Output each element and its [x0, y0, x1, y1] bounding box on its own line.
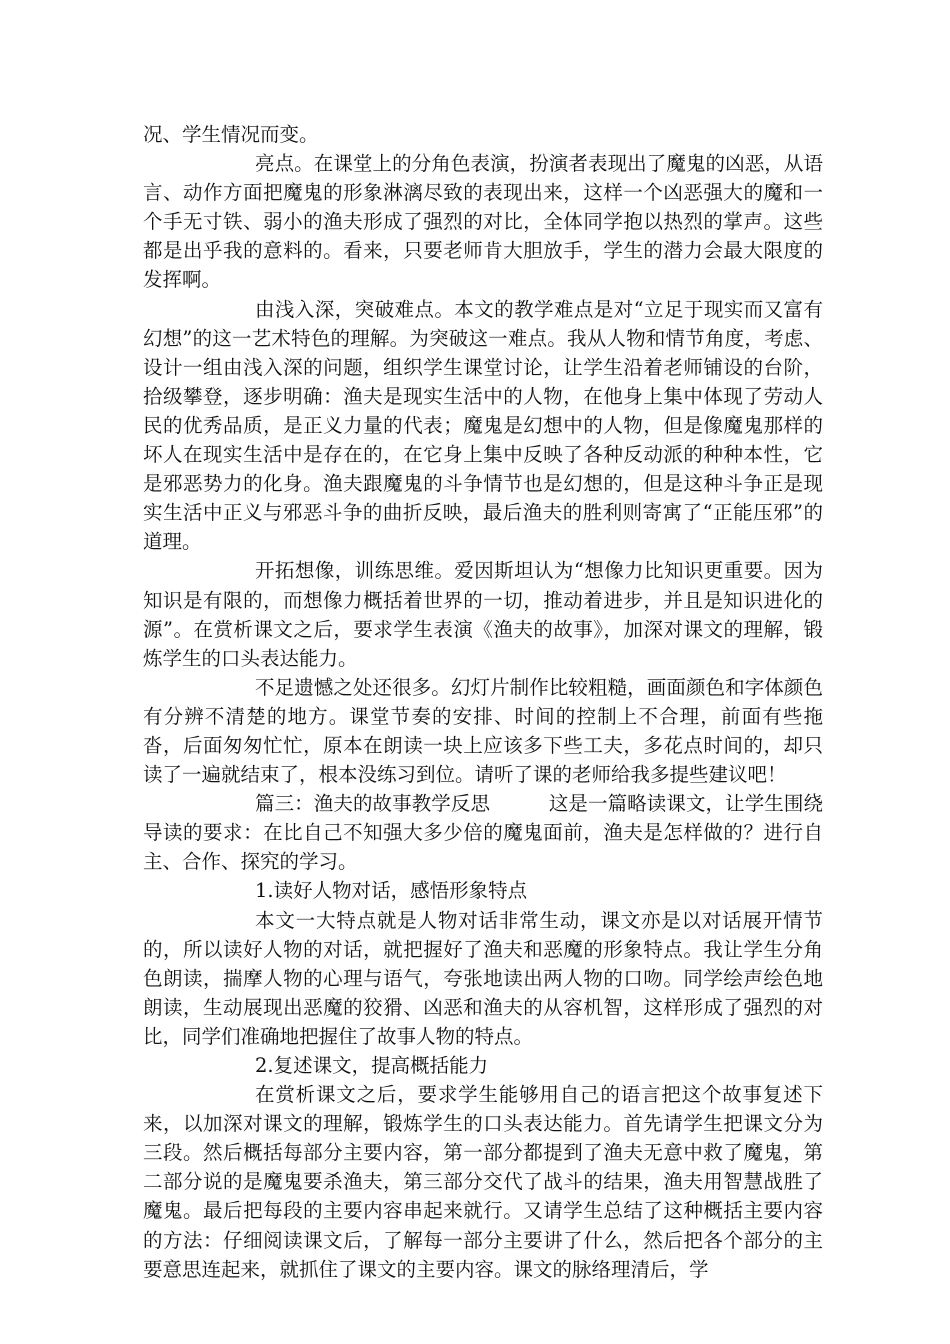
- paragraph-dialogue-reading: 本文一大特点就是人物对话非常生动，课文亦是以对话展开情节的，所以读好人物的对话，就把握好了渔夫和恶魔的形象特点。我让学生分角色朗读，揣摩人物的心理与语气，夸张地读出两人物的口吻。同学绘声绘色地朗读，生动展现出恶魔的狡猾、凶恶和渔夫的从容机智，这样形成了强烈的对比，同学们准确地把握住了故事人物的特点。: [143, 908, 823, 1048]
- paragraph-difficulty: 由浅入深，突破难点。本文的教学难点是对“立足于现实而又富有幻想”的这一艺术特色的理解。为突破这一难点。我从人物和情节角度，考虑、设计一组由浅入深的问题，组织学生课堂讨论，让学生沿着老师铺设的台阶，拾级攀登，逐步明确：渔夫是现实生活中的人物，在他身上集中体现了劳动人民的优秀品质，是正义力量的代表；魔鬼是幻想中的人物，但是像魔鬼那样的坏人在现实生活中是存在的，在它身上集中反映了各种反动派的种种本性，它是邪恶势力的化身。渔夫跟魔鬼的斗争情节也是幻想的，但是这种斗争正是现实生活中正义与邪恶斗争的曲折反映，最后渔夫的胜利则寄寓了“正能压邪”的道理。: [143, 297, 823, 554]
- paragraph-highlight: 亮点。在课堂上的分角色表演，扮演者表现出了魔鬼的凶恶，从语言、动作方面把魔鬼的形象淋漓尽致的表现出来，这样一个凶恶强大的魔和一个手无寸铁、弱小的渔夫形成了强烈的对比，全体同学抱以热烈的掌声。这些都是出乎我的意料的。看来，只要老师肯大胆放手，学生的潜力会最大限度的发挥啊。: [143, 152, 823, 292]
- paragraph-retelling: 在赏析课文之后，要求学生能够用自己的语言把这个故事复述下来，以加深对课文的理解，锻炼学生的口头表达能力。首先请学生把课文分为三段。然后概括每部分主要内容，第一部分都提到了渔夫无意中救了魔鬼，第二部分说的是魔鬼要杀渔夫，第三部分交代了战斗的结果，渔夫用智慧战胜了魔鬼。最后把每段的主要内容串起来就行。又请学生总结了这种概括主要内容的方法：仔细阅读课文后，了解每一部分主要讲了什么，然后把各个部分的主要意思连起来，就抓住了课文的主要内容。课文的脉络理清后，学: [143, 1083, 823, 1281]
- paragraph-continuation: 况、学生情况而变。: [143, 123, 319, 146]
- section-heading-2: 2.复述课文，提高概括能力: [255, 1054, 489, 1077]
- document-body: [143, 120, 823, 1284]
- paragraph-part-three-intro: 篇三：渔夫的故事教学反思 这是一篇略读课文，让学生围绕导读的要求：在比自己不知强大多少倍的魔鬼面前，渔夫是怎样做的？进行自主、合作、探究的学习。: [143, 792, 823, 874]
- paragraph-shortcomings: 不足遗憾之处还很多。幻灯片制作比较粗糙，画面颜色和字体颜色有分辨不清楚的地方。课堂节奏的安排、时间的控制上不合理，前面有些拖沓，后面匆匆忙忙，原本在朗读一块上应该多下些工夫，多花点时间的，却只读了一遍就结束了，根本没练习到位。请听了课的老师给我多提些建议吧！: [143, 675, 823, 787]
- section-heading-1: 1.读好人物对话，感悟形象特点: [255, 879, 528, 903]
- paragraph-imagination: 开拓想像，训练思维。爱因斯坦认为“想像力比知识更重要。因为知识是有限的，而想像力概括着世界的一切，推动着进步，并且是知识进化的源”。在赏析课文之后，要求学生表演《渔夫的故事》，加深对课文的理解，锻炼学生的口头表达能力。: [143, 559, 823, 670]
